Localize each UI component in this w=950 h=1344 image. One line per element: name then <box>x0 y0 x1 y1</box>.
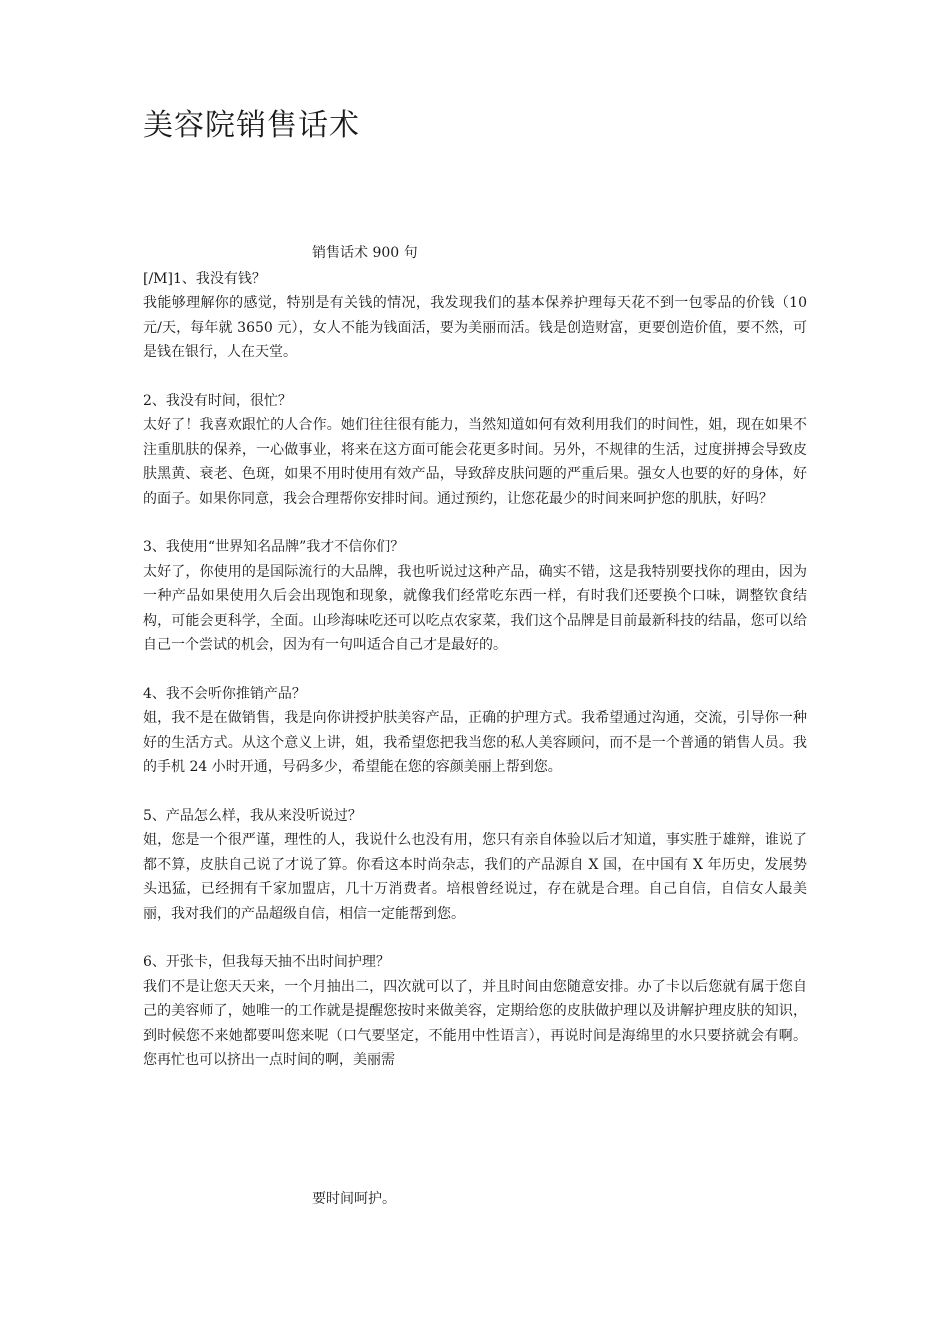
question-2: 2、我没有时间，很忙？ <box>143 393 292 410</box>
question-1: [/M]1、我没有钱？ <box>143 271 266 287</box>
qa-item-5 <box>143 804 807 926</box>
question-4: 4、我不会听你推销产品？ <box>143 685 306 702</box>
continuation-text: 要时间呵护。 <box>312 1191 396 1207</box>
question-6: 6、开张卡，但我每天抽不出时间护理？ <box>143 954 390 971</box>
qa-list <box>143 267 807 1097</box>
document-title: 美容院销售话术 <box>143 108 360 143</box>
question-3: 3、我使用“世界知名品牌”我才不信你们？ <box>143 539 405 556</box>
answer-1: 我能够理解你的感觉，特别是有关钱的情况，我发现我们的基本保养护理每天花不到一包零品的价钱（10 元/天，每年就 3650 元），女人不能为钱面活，要为美丽而活。钱是创造财富，更要创造价值，要不然，可是钱在银行，人在天堂。 <box>143 295 807 361</box>
answer-6: 我们不是让您天天来，一个月抽出二，四次就可以了，并且时间由您随意安排。办了卡以后您就有属于您自己的美容师了，她唯一的工作就是提醒您按时来做美容，定期给您的皮肤做护理以及讲解护理皮肤的知识，到时候您不来她都要叫您来呢（口气要坚定，不能用中性语言），再说时间是海绵里的水只要挤就会有啊。您再忙也可以挤出一点时间的啊，美丽需 <box>143 978 807 1068</box>
answer-2: 太好了！我喜欢跟忙的人合作。她们往往很有能力，当然知道如何有效利用我们的时间性，姐，现在如果不注重肌肤的保养，一心做事业，将来在这方面可能会花更多时间。另外，不规律的生活，过度拼搏会导致皮肤黑黄、衰老、色斑，如果不用时使用有效产品，导致辞皮肤问题的严重后果。强女人也要的好的身体，好的面子。如果你同意，我会合理帮你安排时间。通过预约，让您花最少的时间来呵护您的肌肤，好吗？ <box>143 417 807 507</box>
question-5: 5、产品怎么样，我从来没听说过？ <box>143 807 362 824</box>
qa-item-6 <box>143 950 807 1072</box>
document-subtitle: 销售话术 900 句 <box>312 245 418 261</box>
qa-item-3 <box>143 535 807 657</box>
qa-item-2 <box>143 389 807 511</box>
answer-5: 姐，您是一个很严谨，理性的人，我说什么也没有用，您只有亲自体验以后才知道，事实胜于雄辩，谁说了都不算，皮肤自己说了才说了算。你看这本时尚杂志，我们的产品源自 X 国，在中国有 X 年历史，发展势头迅猛，已经拥有千家加盟店，几十万消费者。培根曾经说过，存在就是合理。自己自信，自信女人最美丽，我对我们的产品超级自信，相信一定能帮到您。 <box>143 832 807 922</box>
qa-item-1 <box>143 267 807 365</box>
answer-4: 姐，我不是在做销售，我是向你讲授护肤美容产品，正确的护理方式。我希望通过沟通，交流，引导你一种好的生活方式。从这个意义上讲，姐，我希望您把我当您的私人美容顾问，而不是一个普通的销售人员。我的手机 24 小时开通，号码多少，希望能在您的容颜美丽上帮到您。 <box>143 710 807 776</box>
answer-3: 太好了，你使用的是国际流行的大品牌，我也听说过这种产品，确实不错，这是我特别要找你的理由，因为一种产品如果使用久后会出现饱和现象，就像我们经常吃东西一样，有时我们还要换个口味，调整钦食结构，可能会更科学，全面。山珍海味吃还可以吃点农家菜，我们这个品牌是目前最新科技的结晶，您可以给自己一个尝试的机会，因为有一句叫适合自己才是最好的。 <box>143 563 807 654</box>
qa-item-4 <box>143 682 807 780</box>
